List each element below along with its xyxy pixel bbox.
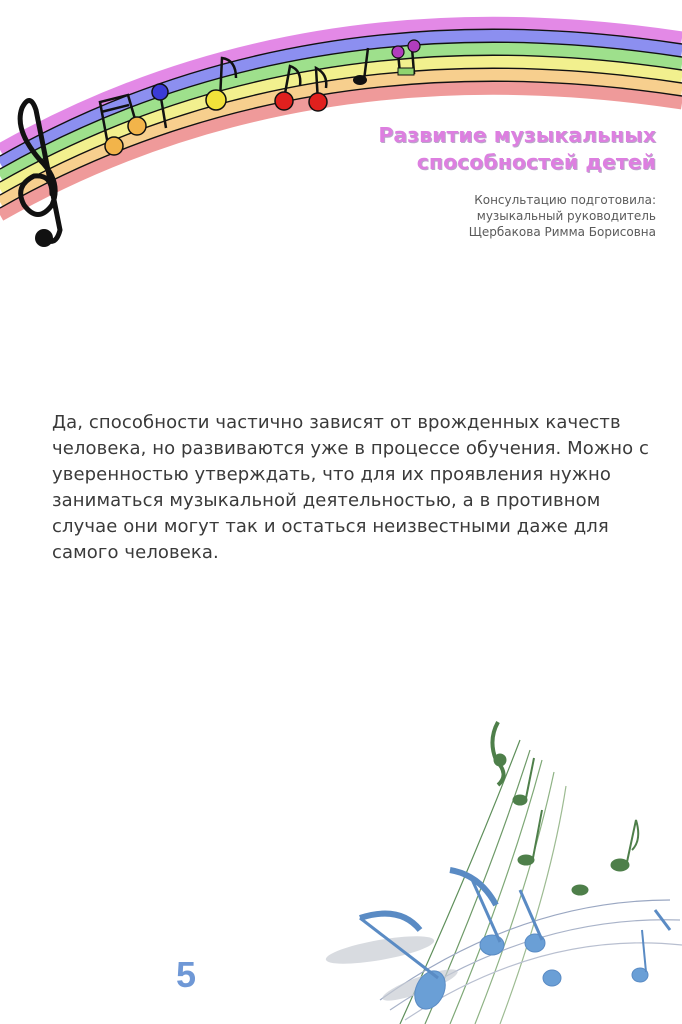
title-line-1: Развитие музыкальных — [378, 123, 656, 147]
title-line-2: способностей детей — [416, 150, 656, 174]
page-number: 5 — [176, 954, 197, 995]
author-credits — [296, 192, 656, 240]
credit-line-1: Консультацию подготовила: — [474, 193, 656, 207]
page-title — [296, 122, 656, 176]
body-paragraph: Да, способности частично зависят от врожденных качеств человека, но развиваются уже в процессе обучения. Можно с уверенностью утверждать, что для их проявления нужно заниматься музыкальной деятельностью, а в противном случае они могут так и остаться неизвестными даже для самого человека. — [52, 412, 650, 563]
credit-line-2: музыкальный руководитель — [476, 209, 656, 223]
music-notes-swirl-icon — [320, 700, 682, 1024]
credit-line-3: Щербакова Римма Борисовна — [468, 225, 656, 239]
